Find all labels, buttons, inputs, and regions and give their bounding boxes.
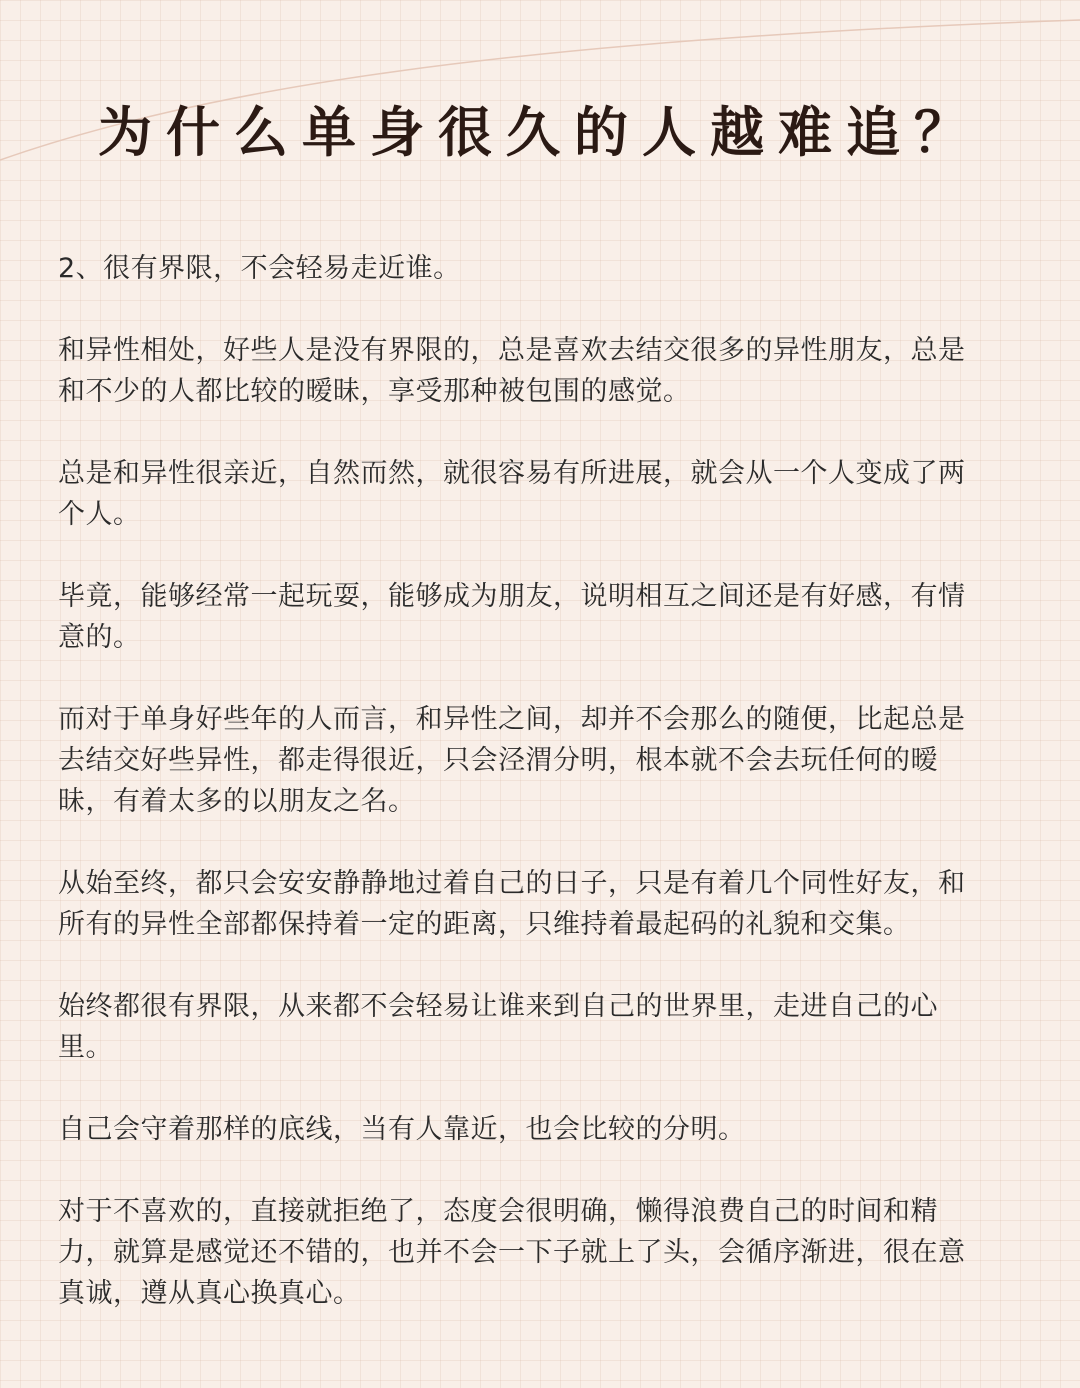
paragraph-4: 毕竟，能够经常一起玩耍，能够成为朋友，说明相互之间还是有好感，有情意的。 [58, 581, 966, 653]
paragraph-1: 2、很有界限，不会轻易走近谁。 [58, 253, 461, 284]
paragraph-9: 对于不喜欢的，直接就拒绝了，态度会很明确，懒得浪费自己的时间和精力，就算是感觉还不错的，也并不会一下子就上了头，会循序渐进，很在意真诚，遵从真心换真心。 [58, 1196, 966, 1309]
paragraph-7: 始终都很有界限，从来都不会轻易让谁来到自己的世界里，走进自己的心里。 [58, 991, 938, 1063]
paragraph-6: 从始至终，都只会安安静静地过着自己的日子，只是有着几个同性好友，和所有的异性全部都保持着一定的距离，只维持着最起码的礼貌和交集。 [58, 868, 966, 940]
paragraph-8: 自己会守着那样的底线，当有人靠近，也会比较的分明。 [58, 1114, 746, 1145]
paragraph-3: 总是和异性很亲近，自然而然，就很容易有所进展，就会从一个人变成了两个人。 [58, 458, 966, 530]
page-title: 为什么单身很久的人越难追？ [98, 100, 982, 164]
paragraph-5: 而对于单身好些年的人而言，和异性之间，却并不会那么的随便，比起总是去结交好些异性，都走得很近，只会泾渭分明，根本就不会去玩任何的暧昧，有着太多的以朋友之名。 [58, 704, 966, 817]
article-body [58, 248, 978, 1355]
paragraph-2: 和异性相处，好些人是没有界限的，总是喜欢去结交很多的异性朋友，总是和不少的人都比较的暧昧，享受那种被包围的感觉。 [58, 335, 966, 407]
